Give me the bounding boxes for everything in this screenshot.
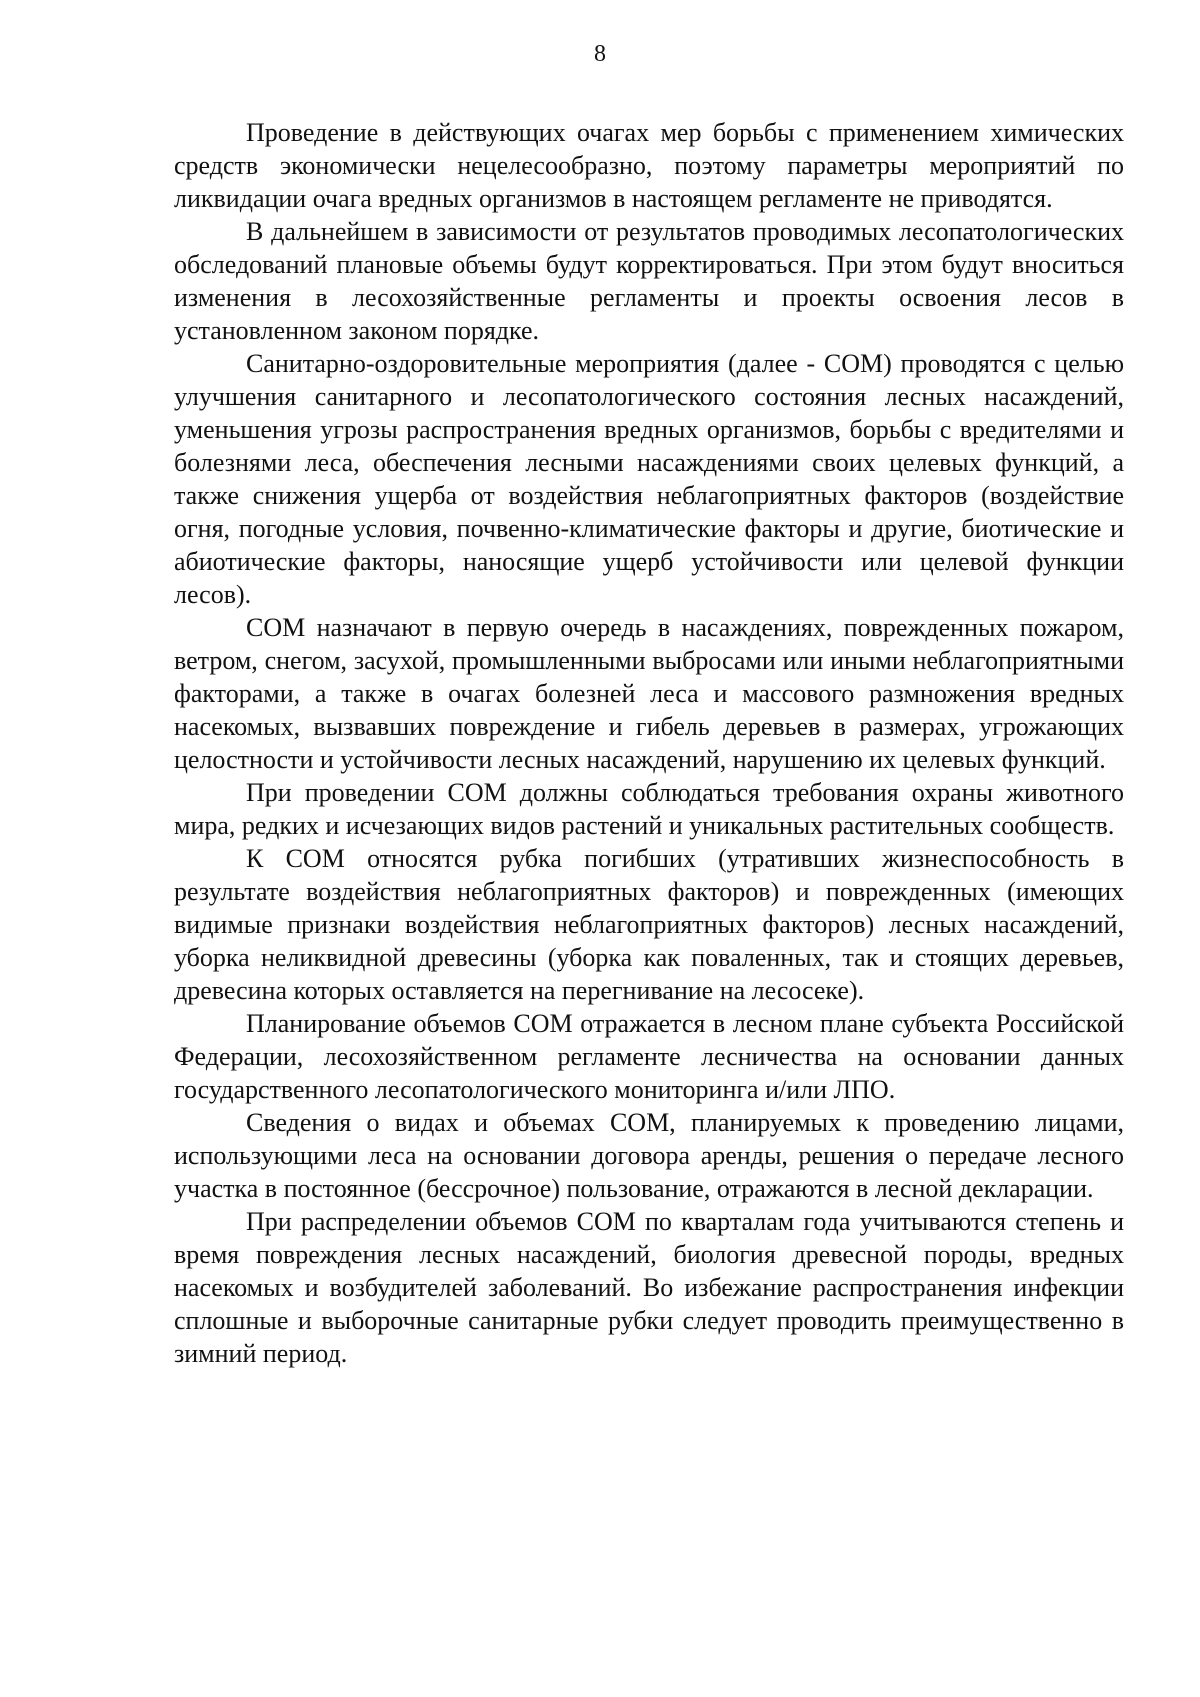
paragraph-planned-volumes: В дальнейшем в зависимости от результатов проводимых лесопатологических обследований плановые объемы будут корректироваться. При этом будут вноситься изменения в лесохозяйственные регламенты и проекты освоения лесов в установленном законом порядке. [174,217,1124,345]
paragraph-wildlife-protection: При проведении СОМ должны соблюдаться требования охраны животного мира, редких и исчезающих видов растений и уникальных растительных сообществ. [174,778,1124,840]
paragraph-quarterly-distribution: При распределении объемов СОМ по кварталам года учитываются степень и время повреждения лесных насаждений, биология древесной породы, вредных насекомых и возбудителей заболеваний. Во избежание распространения инфекции сплошные и выборочные санитарные рубки следует проводить преимущественно в зимний период. [174,1207,1124,1368]
paragraph-chemical-control: Проведение в действующих очагах мер борьбы с применением химических средств экономически нецелесообразно, поэтому параметры мероприятий по ликвидации очага вредных организмов в настоящем регламенте не приводятся. [174,118,1124,213]
document-body [174,116,1124,1370]
paragraph-som-assignment: СОМ назначают в первую очередь в насаждениях, поврежденных пожаром, ветром, снегом, засухой, промышленными выбросами или иными неблагоприятными факторами, а также в очагах болезней леса и массового размножения вредных насекомых, вызвавших повреждение и гибель деревьев в размерах, угрожающих целостности и устойчивости лесных насаждений, нарушению их целевых функций. [174,613,1124,774]
paragraph-som-definition: Санитарно-оздоровительные мероприятия (далее - СОМ) проводятся с целью улучшения санитарного и лесопатологического состояния лесных насаждений, уменьшения угрозы распространения вредных организмов, борьбы с вредителями и болезнями леса, обеспечения лесными насаждениями своих целевых функций, а также снижения ущерба от воздействия неблагоприятных факторов (воздействие огня, погодные условия, почвенно-климатические факторы и другие, биотические и абиотические факторы, наносящие ущерб устойчивости или целевой функции лесов). [174,349,1124,609]
paragraph-som-planning: Планирование объемов СОМ отражается в лесном плане субъекта Российской Федерации, лесохозяйственном регламенте лесничества на основании данных государственного лесопатологического мониторинга и/или ЛПО. [174,1009,1124,1104]
paragraph-forest-declaration: Сведения о видах и объемах СОМ, планируемых к проведению лицами, использующими леса на основании договора аренды, решения о передаче лесного участка в постоянное (бессрочное) пользование, отражаются в лесной декларации. [174,1108,1124,1203]
page-number: 8 [594,41,606,67]
paragraph-som-types: К СОМ относятся рубка погибших (утративших жизнеспособность в результате воздействия неблагоприятных факторов) и поврежденных (имеющих видимые признаки воздействия неблагоприятных факторов) лесных насаждений, уборка неликвидной древесины (уборка как поваленных, так и стоящих деревьев, древесина которых оставляется на перегнивание на лесосеке). [174,844,1124,1005]
